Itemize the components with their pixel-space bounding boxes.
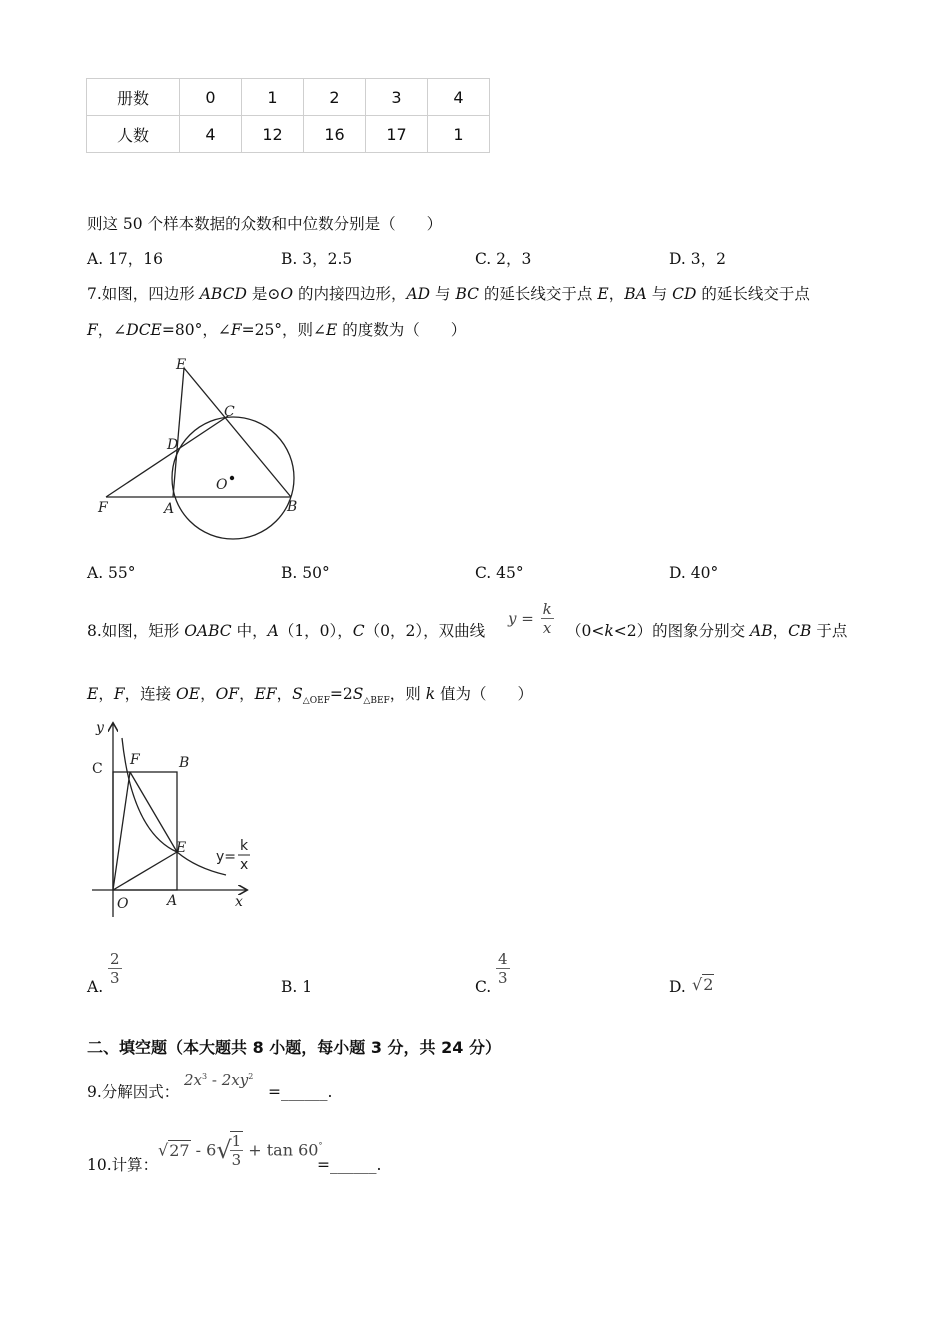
q8-stem-line2: E，F，连接 OE，OF，EF，$S_{\triangle OEF}=2S_{\triangle BEF}$，则 k 值为（ ） bbox=[87, 685, 534, 707]
label-a: A bbox=[167, 893, 178, 909]
line-ea bbox=[173, 368, 184, 497]
table-cell: 0 bbox=[180, 79, 242, 116]
q6-option-d: D. 3，2 bbox=[669, 250, 726, 268]
label-e: E bbox=[176, 840, 187, 856]
table-cell: 16 bbox=[304, 116, 366, 153]
q8-option-a-label: A. bbox=[87, 978, 104, 996]
table-cell: 1 bbox=[242, 79, 304, 116]
line-of bbox=[113, 772, 130, 890]
table-cell: 12 bbox=[242, 116, 304, 153]
book-count-table bbox=[86, 78, 490, 153]
q10-prefix: 10.计算： bbox=[87, 1156, 159, 1174]
label-b: B bbox=[179, 755, 190, 771]
q10-answer-blank: =______. bbox=[317, 1156, 382, 1174]
table-cell: 1 bbox=[428, 116, 490, 153]
q9-expression: $2x^3 - 2xy^2$ bbox=[184, 1071, 254, 1089]
table-cell: 17 bbox=[366, 116, 428, 153]
q7-option-c: C. 45° bbox=[475, 564, 524, 582]
curve-label-lhs: y= bbox=[216, 849, 237, 865]
table-cell: 4 bbox=[428, 79, 490, 116]
line-eb bbox=[184, 368, 291, 497]
label-b: B bbox=[287, 499, 298, 515]
q7-option-a: A. 55° bbox=[87, 564, 136, 582]
table-row bbox=[87, 116, 490, 153]
label-o: O bbox=[117, 896, 129, 912]
q8-option-d-sqrt: √2 bbox=[692, 975, 714, 994]
q7-circle-figure bbox=[90, 352, 310, 547]
q6-option-c: C. 2，3 bbox=[475, 250, 532, 268]
center-point bbox=[230, 476, 234, 480]
label-c: C bbox=[92, 761, 103, 777]
q7-stem-line2: F，∠DCE=80°，∠F=25°，则∠E 的度数为（ ） bbox=[87, 321, 467, 339]
q8-hyperbola-formula: y = $\frac{k}{x}$ bbox=[508, 600, 552, 637]
q9-answer-blank: =______. bbox=[268, 1083, 333, 1101]
table-row bbox=[87, 79, 490, 116]
table-cell: 3 bbox=[366, 79, 428, 116]
q9-prefix: 9.分解因式： bbox=[87, 1083, 180, 1101]
label-e: E bbox=[176, 357, 187, 373]
q8-option-b: B. 1 bbox=[281, 978, 313, 996]
rectangle-oabc bbox=[113, 772, 177, 890]
curve-label-num: k bbox=[240, 838, 249, 854]
label-f: F bbox=[98, 500, 108, 516]
label-y: y bbox=[96, 720, 104, 736]
label-x: x bbox=[235, 894, 243, 910]
label-c: C bbox=[224, 404, 235, 420]
q8-option-c-label: C. bbox=[475, 978, 492, 996]
q8-option-a-fraction: $\frac{2}{3}$ bbox=[110, 950, 120, 987]
table-cell: 2 bbox=[304, 79, 366, 116]
q10-expression: √27 - 6√ $\frac{1}{3}$ + tan 60° bbox=[158, 1132, 323, 1169]
section-heading: 二、填空题（本大题共 8 小题，每小题 3 分，共 24 分） bbox=[87, 1038, 501, 1057]
q6-stem: 则这 50 个样本数据的众数和中位数分别是（ ） bbox=[87, 215, 443, 233]
q7-stem-line1: 7.如图，四边形 ABCD 是⊙O 的内接四边形，AD 与 BC 的延长线交于点 E，BA 与 CD 的延长线交于点 bbox=[87, 285, 810, 303]
q8-rectangle-figure bbox=[86, 712, 266, 927]
q7-option-b: B. 50° bbox=[281, 564, 330, 582]
label-d: D bbox=[167, 437, 179, 453]
q7-option-d: D. 40° bbox=[669, 564, 719, 582]
line-ef bbox=[130, 772, 177, 852]
q6-option-b: B. 3，2.5 bbox=[281, 250, 353, 268]
label-a: A bbox=[164, 501, 175, 517]
label-o: O bbox=[216, 477, 228, 493]
curve-label-den: x bbox=[240, 857, 249, 873]
table-header-cell: 册数 bbox=[87, 79, 180, 116]
line-oe bbox=[113, 852, 177, 890]
label-f: F bbox=[130, 752, 140, 768]
q6-option-a: A. 17，16 bbox=[87, 250, 163, 268]
q8-stem-line1: 8.如图，矩形 OABC 中，A（1，0），C（0，2），双曲线 bbox=[87, 622, 486, 640]
q8-option-d-label: D. bbox=[669, 978, 686, 996]
q8-option-c-fraction: $\frac{4}{3}$ bbox=[498, 950, 508, 987]
q8-stem-line1-cont: （0<k<2）的图象分别交 AB，CB 于点 bbox=[566, 622, 848, 640]
line-fc bbox=[106, 416, 228, 497]
table-header-cell: 人数 bbox=[87, 116, 180, 153]
table-cell: 4 bbox=[180, 116, 242, 153]
